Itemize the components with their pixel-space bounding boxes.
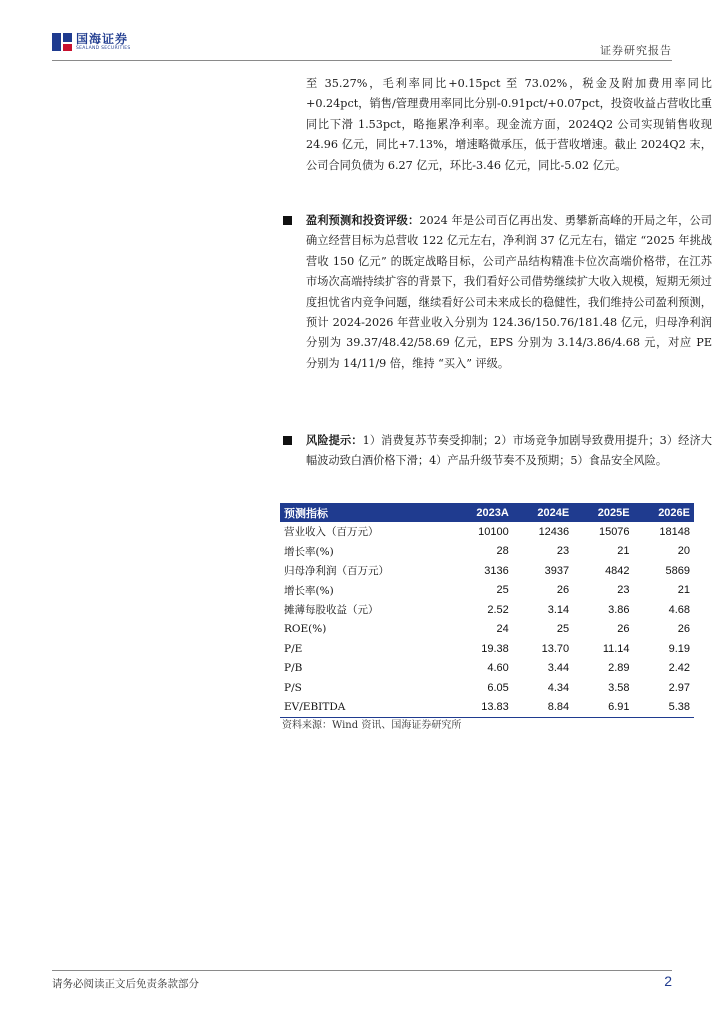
table-cell: 2.89	[608, 662, 630, 675]
table-cell: 2.42	[668, 662, 690, 675]
paragraph-forecast-rating	[306, 210, 712, 374]
company-logo	[52, 33, 131, 52]
table-cell: 12436	[538, 525, 570, 538]
logo-name-cn: 国海证券	[76, 32, 129, 46]
forecast-heading: 盈利预测和投资评级：	[306, 213, 420, 227]
table-cell: 26	[556, 584, 570, 597]
row-label: 摊薄每股收益（元）	[284, 604, 379, 617]
table-cell: 25	[556, 623, 570, 636]
table-cell: 4.60	[487, 662, 509, 675]
table-cell: 26	[677, 623, 690, 636]
forecast-table	[280, 503, 694, 718]
table-cell: 26	[617, 623, 630, 636]
table-cell: 19.38	[481, 642, 509, 655]
row-label: P/S	[284, 681, 302, 694]
forecast-body: 2024 年是公司百亿再出发、勇攀新高峰的开局之年，公司确立经营目标为总营收 122 亿元左右，净利润 37 亿元左右，锚定 “2025 年挑战营收 150 亿元” 的既定战略目标，公司产品结构精准卡位次高端价格带，在江苏市场次高端持续扩容的背景下，我们看好公司借势继续扩大收入规模，短期无须过度担忧省内竞争问题，继续看好公司未来成长的稳健性，我们维持公司盈利预测，预计 2024-2026 年营业收入分别为 124.36/150.76/181.48 亿元，归母净利润分别为 39.37/48.42/58.69 亿元，EPS 分别为 3.14/3.86/4.68 元，对应 PE 分别为 14/11/9 倍，维持 “买入” 评级。	[306, 214, 712, 370]
logo-name-en: SEALAND SECURITIES	[76, 46, 131, 51]
table-row	[280, 542, 694, 562]
risk-heading: 风险提示：	[306, 433, 363, 447]
table-row	[280, 522, 694, 542]
table-row	[280, 678, 694, 698]
table-cell: 4842	[605, 564, 630, 577]
table-cell: 3.14	[547, 603, 570, 616]
table-cell: 3937	[544, 564, 570, 577]
risk-body: 1）消费复苏节奏受抑制；2）市场竞争加剧导致费用提升；3）经济大幅波动致白酒价格下滑；4）产品升级节奏不及预期；5）食品安全风险。	[306, 434, 712, 468]
table-cell: 3.58	[608, 681, 630, 694]
row-label: 营业收入（百万元）	[284, 526, 379, 539]
table-cell: 5869	[665, 564, 690, 577]
table-header-cell: 2023A	[451, 503, 512, 522]
table-row	[280, 698, 694, 718]
table-row	[280, 581, 694, 601]
table-cell: 6.91	[573, 698, 633, 718]
table-cell: 23	[617, 584, 630, 597]
table-cell: 4.68	[668, 603, 690, 616]
row-label: EV/EBITDA	[280, 698, 451, 718]
bullet-square-icon	[283, 216, 292, 225]
table-cell: 23	[556, 545, 570, 558]
table-cell: 21	[617, 545, 630, 558]
table-row	[280, 620, 694, 640]
table-cell: 15076	[598, 525, 630, 538]
table-cell: 10100	[478, 525, 509, 538]
disclaimer-note: 请务必阅读正文后免责条款部分	[52, 978, 199, 990]
paragraph-financials: 至 35.27%，毛利率同比+0.15pct 至 73.02%，税金及附加费用率同比+0.24pct，销售/管理费用率同比分别-0.91pct/+0.07pct，投资收益占营收比重同比下滑 1.53pct，略拖累净利率。现金流方面，2024Q2 公司实现销售收现 24.96 亿元，同比+7.13%，增速略微承压，低于营收增速。截止 2024Q2 末，公司合同负债为 6.27 亿元，环比-3.46 亿元，同比-5.02 亿元。	[306, 77, 712, 172]
header-divider	[52, 60, 672, 61]
table-row	[280, 639, 694, 659]
table-cell: 28	[496, 545, 509, 558]
table-row	[280, 600, 694, 620]
table-cell: 13.83	[451, 698, 512, 718]
table-cell: 11.14	[602, 642, 630, 655]
table-header-cell: 2026E	[634, 503, 694, 522]
table-cell: 8.84	[513, 698, 573, 718]
table-cell: 3.44	[547, 662, 570, 675]
table-header-cell: 预测指标	[280, 503, 451, 522]
table-cell: 4.34	[547, 681, 570, 694]
row-label: 增长率(%)	[284, 545, 334, 558]
table-cell: 18148	[659, 525, 690, 538]
bullet-square-icon	[283, 436, 292, 445]
logo-mark-icon	[52, 33, 72, 51]
paragraph-risks	[306, 430, 712, 472]
table-cell: 9.19	[668, 642, 690, 655]
table-row	[280, 561, 694, 581]
table-header-cell: 2025E	[573, 503, 633, 522]
table-cell: 3.86	[608, 603, 630, 616]
table-cell: 25	[496, 584, 509, 597]
table-header-cell: 2024E	[513, 503, 573, 522]
table-cell: 2.52	[487, 603, 509, 616]
table-cell: 3136	[484, 564, 509, 577]
table-row	[280, 659, 694, 679]
table-cell: 20	[677, 545, 690, 558]
page-number: 2	[664, 973, 672, 989]
table-header-row	[280, 503, 694, 522]
row-label: 增长率(%)	[284, 584, 334, 597]
table-cell: 6.05	[487, 681, 509, 694]
row-label: ROE(%)	[284, 623, 327, 636]
table-cell: 21	[677, 584, 690, 597]
table-cell: 24	[496, 623, 509, 636]
table-source: 资料来源：Wind 资讯、国海证券研究所	[282, 720, 462, 731]
report-type: 证券研究报告	[600, 44, 672, 57]
table-cell: 13.70	[541, 642, 570, 655]
table-cell: 5.38	[634, 698, 694, 718]
footer-divider	[52, 970, 672, 971]
row-label: 归母净利润（百万元）	[284, 565, 389, 578]
row-label: P/B	[284, 662, 303, 675]
row-label: P/E	[284, 642, 303, 655]
table-cell: 2.97	[668, 681, 690, 694]
